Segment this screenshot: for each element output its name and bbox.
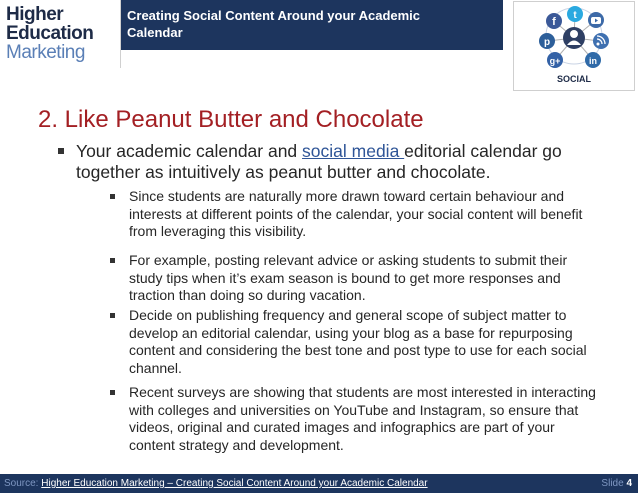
source-label: Source: xyxy=(4,478,42,489)
pinterest-icon xyxy=(539,33,555,49)
slide-heading: 2. Like Peanut Butter and Chocolate xyxy=(38,106,424,133)
slide-number-value: 4 xyxy=(626,478,632,489)
sub-bullet xyxy=(110,307,600,377)
square-bullet-icon xyxy=(58,148,64,154)
google-plus-icon xyxy=(547,52,563,68)
slide-number xyxy=(601,477,632,490)
header-gap xyxy=(503,0,511,50)
sub-bullet xyxy=(110,188,600,241)
main-bullet-text-before: Your academic calendar and xyxy=(76,141,303,161)
svg-text:p: p xyxy=(543,37,551,48)
sub-bullet-text: Recent surveys are showing that students are most interested in interacting with colleges and universities on YouTube and Instagram, so ensure that videos, original and curated images and infographics are part of your content strategy and development. xyxy=(129,384,596,453)
main-bullet-text-after: editorial calendar go together as intuitively as peanut butter and chocolate. xyxy=(76,141,562,182)
brand-logo[interactable] xyxy=(0,0,121,68)
square-bullet-icon xyxy=(110,313,115,318)
person-icon xyxy=(563,27,585,49)
slide-number-label: Slide xyxy=(601,478,627,489)
logo-line-1: Higher xyxy=(6,4,64,25)
sub-bullet xyxy=(110,252,600,305)
twitter-icon xyxy=(567,6,583,22)
sub-bullet xyxy=(110,384,600,454)
youtube-icon xyxy=(588,12,604,28)
sub-bullet-text: For example, posting relevant advice or asking students to submit their study tips when it’s exam season is bound to get more responses and traction than doing so during vacation. xyxy=(129,252,568,303)
social-icons-graphic xyxy=(514,2,634,90)
svg-text:g+: g+ xyxy=(549,56,561,66)
svg-text:f: f xyxy=(552,16,556,28)
source-link[interactable]: Higher Education Marketing – Creating Social Content Around your Academic Calendar xyxy=(41,478,428,489)
social-media-badge xyxy=(513,1,635,91)
social-label: SOCIAL xyxy=(556,74,592,84)
sub-bullet-text: Decide on publishing frequency and general scope of subject matter to develop an editorial calendar, using your blog as a base for repurposing content and considering the best tone and post type to use for each social channel. xyxy=(129,307,587,376)
square-bullet-icon xyxy=(110,258,115,263)
logo-line-2: Education xyxy=(6,23,94,44)
facebook-icon xyxy=(546,13,562,29)
square-bullet-icon xyxy=(110,194,115,199)
main-bullet-text xyxy=(76,141,598,183)
square-bullet-icon xyxy=(110,390,115,395)
header-band xyxy=(121,0,503,50)
header-title: Creating Social Content Around your Academic Calendar xyxy=(127,8,421,40)
svg-text:t: t xyxy=(573,10,577,21)
footer-source xyxy=(4,477,428,490)
linkedin-icon xyxy=(585,52,601,68)
main-bullet xyxy=(58,141,598,183)
sub-bullet-text: Since students are naturally more drawn toward certain behaviour and interests at different points of the calendar, your social content will benefit from leveraging this visibility. xyxy=(129,188,583,239)
footer-bar xyxy=(0,474,638,493)
svg-text:in: in xyxy=(589,56,597,66)
rss-icon xyxy=(593,33,609,49)
logo-line-3: Marketing xyxy=(6,42,85,63)
social-media-link[interactable]: social media xyxy=(302,141,405,161)
